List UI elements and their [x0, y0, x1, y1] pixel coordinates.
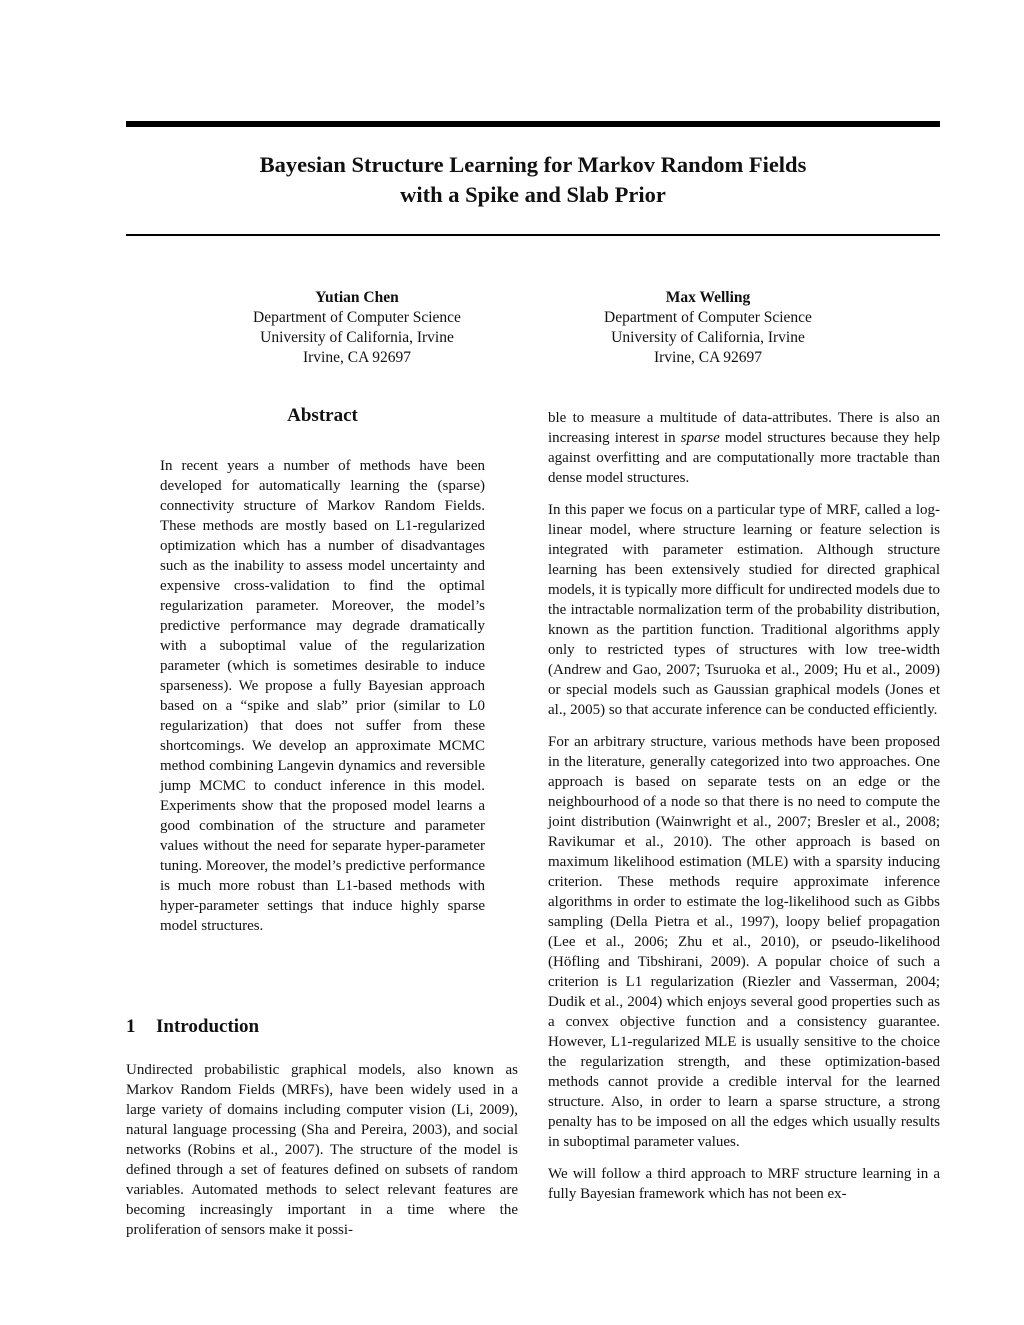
author-block-2 [568, 288, 848, 368]
right-paragraph-4: We will follow a third approach to MRF structure learning in a fully Bayesian framework which has not been ex- [548, 1166, 940, 1202]
abstract-body: In recent years a number of methods have been developed for automatically learning the (sparse) connectivity structure of Markov Random Fields. These methods are mostly based on L1-regularized optimization which has a number of disadvantages such as the inability to assess model uncertainty and expensive cross-validation to find the optimal regularization parameter. Moreover, the model’s predictive performance may degrade dramatically with a suboptimal value of the regularization parameter (which is sometimes desirable to induce sparseness). We propose a fully Bayesian approach based on a “spike and slab” prior (similar to L0 regularization) that does not suffer from these shortcomings. We develop an approximate MCMC method combining Langevin dynamics and reversible jump MCMC to conduct inference in this model. Experiments show that the proposed model learns a good combination of the structure and parameter values without the need for separate hyper-parameter tuning. Moreover, the model’s predictive performance is much more robust than L1-based methods with hyper-parameter settings that induce highly sparse model structures. [160, 458, 485, 934]
author-department: Department of Computer Science [604, 309, 812, 326]
right-paragraph-1 [548, 408, 940, 488]
author-name: Max Welling [665, 289, 751, 306]
right-paragraph-2: In this paper we focus on a particular type of MRF, called a log-linear model, where structure learning or feature selection is integrated with parameter estimation. Although structure learning has been extensively studied for directed graphical models, it is typically more difficult for undirected models due to the intractable normalization term of the probability distribution, known as the partition function. Traditional algorithms apply only to restricted types of structures with low tree-width (Andrew and Gao, 2007; Tsuruoka et al., 2009; Hu et al., 2009) or special models such as Gaussian graphical models (Jones et al., 2005) so that accurate inference can be conducted efficiently. [548, 502, 940, 718]
author-address: Irvine, CA 92697 [653, 349, 763, 366]
section-number: 1 [126, 1016, 136, 1037]
author-address: Irvine, CA 92697 [302, 349, 412, 366]
author-department: Department of Computer Science [253, 309, 461, 326]
section-title: Introduction [156, 1016, 260, 1037]
section-heading-introduction [126, 1015, 516, 1039]
right-paragraph-3: For an arbitrary structure, various methods have been proposed in the literature, generally categorized into two approaches. One approach is based on separate tests on an edge or the neighbourhood of a node so that there is no need to compute the joint distribution (Wainwright et al., 2007; Bresler et al., 2008; Ravikumar et al., 2010). The other approach is based on maximum likelihood estimation (MLE) with a sparsity inducing criterion. These methods require approximate inference algorithms in order to estimate the log-likelihood such as Gibbs sampling (Della Pietra et al., 1997), loopy belief propagation (Lee et al., 2006; Zhu et al., 2010), or pseudo-likelihood (Höfling and Tibshirani, 2009). A popular choice of such a criterion is L1 regularization (Riezler and Vasserman, 2004; Dudik et al., 2004) which enjoys several good properties such as a convex objective function and a consistency guarantee. However, L1-regularized MLE is usually sensitive to the choice the regularization strength, and these optimization-based methods cannot provide a credible interval for the learned structure. Also, in order to learn a sparse structure, a strong penalty has to be imposed on all the edges which usually results in suboptimal parameter values. [548, 734, 940, 1150]
title-bottom-rule [126, 234, 940, 236]
right-column [548, 408, 940, 1204]
abstract-heading: Abstract [287, 405, 358, 426]
author-university: University of California, Irvine [260, 329, 454, 346]
author-university: University of California, Irvine [611, 329, 805, 346]
author-block-1 [217, 288, 497, 368]
paper-title-line-2: with a Spike and Slab Prior [400, 182, 666, 207]
intro-paragraph-1: Undirected probabilistic graphical models, also known as Markov Random Fields (MRFs), have been widely used in a large variety of domains including computer vision (Li, 2009), natural language processing (Sha and Pereira, 2003), and social networks (Robins et al., 2007). The structure of the model is defined through a set of features defined on subsets of random variables. Automated methods to select relevant features are becoming increasingly important in a time where the proliferation of sensors make it possi- [126, 1062, 518, 1238]
paper-title [126, 150, 940, 210]
right-paragraph-1-part-b: model structures because they help against overfitting and are computationally more tractable than dense model structures. [548, 430, 940, 486]
title-top-rule [126, 121, 940, 127]
right-paragraph-1-part-a: ble to measure a multitude of data-attributes. There is also an increasing interest in [548, 410, 940, 446]
author-name: Yutian Chen [315, 289, 399, 306]
right-paragraph-1-emphasis: sparse [680, 430, 720, 446]
paper-title-line-1: Bayesian Structure Learning for Markov Random Fields [259, 152, 807, 177]
